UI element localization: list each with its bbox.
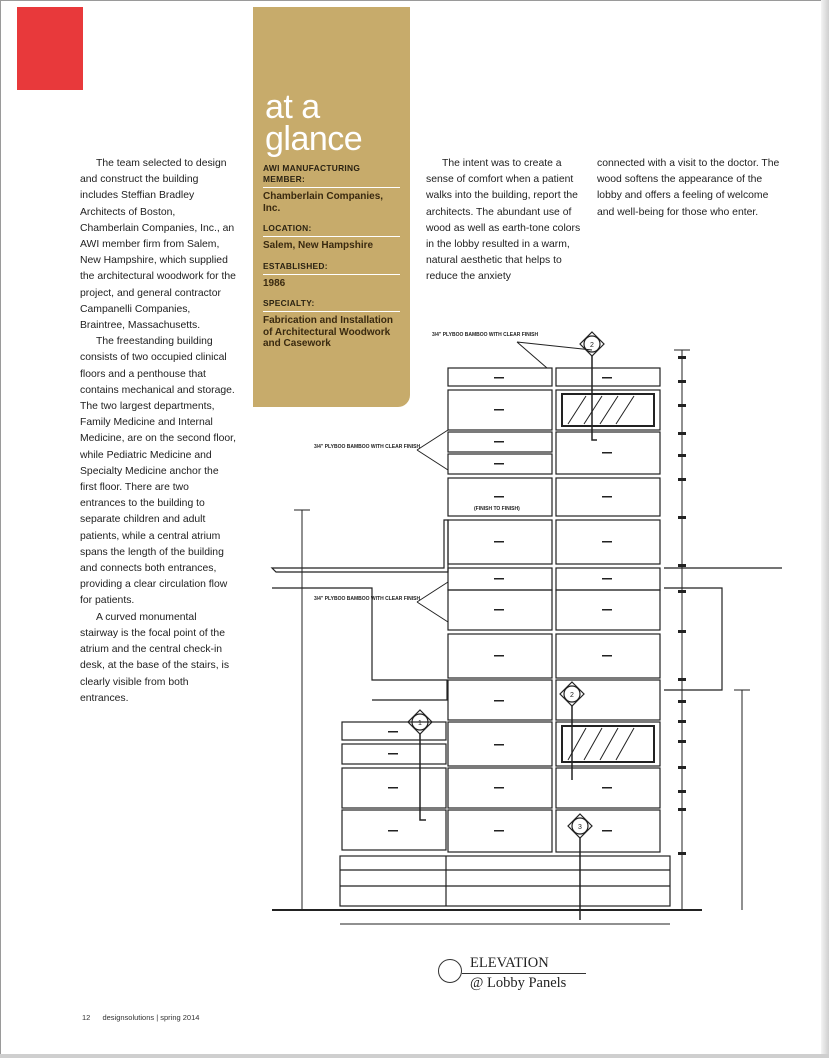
body-text-right-column (597, 156, 787, 221)
red-accent-block (17, 7, 83, 90)
member-label: AWI MANUFACTURING MEMBER: (263, 163, 361, 184)
page-shadow-bottom (0, 1054, 829, 1058)
wall-line-upper-left (272, 520, 448, 572)
tag-leader (420, 734, 426, 820)
glass-panel (562, 394, 654, 426)
sidebar-divider (263, 187, 400, 188)
specialty-label: SPECIALTY: (263, 298, 315, 308)
sidebar-title-line1: at a (265, 88, 320, 126)
leader-mid (417, 430, 448, 470)
member-value: Chamberlain Companies, Inc. (263, 191, 384, 214)
sidebar-divider (263, 311, 400, 312)
caption-title: ELEVATION (470, 955, 549, 971)
leader-low (417, 582, 448, 622)
leader-top (517, 342, 592, 368)
page-number: 12 (82, 1013, 91, 1022)
page-shadow-right (821, 0, 829, 1058)
cabinet-base (340, 856, 670, 906)
caption-subtitle: @ Lobby Panels (470, 975, 567, 991)
established-value: 1986 (263, 277, 286, 289)
cabinet-panel (556, 390, 660, 430)
left-paragraph-1: The team selected to design and construct the building includes Steffian Bradley Architects of Boston, Chamberlain Companies, Inc., an AWI member firm from Salem, New Hampshire, which supplied the architectural woodwork for the project, and general contractor Campanelli Companies, Braintree, Massachusetts. (80, 158, 236, 332)
glass-hatch (568, 728, 634, 760)
elevation-drawing (262, 320, 782, 940)
tag-label-1: 1 (418, 720, 422, 727)
location-label: LOCATION: (263, 223, 312, 233)
location-value: Salem, New Hampshire (263, 240, 374, 251)
sidebar-divider (263, 274, 400, 275)
sidebar-title-line2: glance (265, 120, 363, 158)
note-plyboo-low: 3/4" PLYBOO BAMBOO WITH CLEAR FINISH (314, 596, 421, 602)
page-footer (82, 1013, 199, 1022)
note-plyboo-top: 3/4" PLYBOO BAMBOO WITH CLEAR FINISH (432, 332, 539, 338)
base-lines (340, 856, 670, 906)
glass-panel (562, 726, 654, 762)
sidebar-title (265, 88, 400, 158)
dimension-far-right (734, 690, 750, 910)
caption-rule (462, 973, 586, 974)
footer-publication: designsolutions | spring 2014 (102, 1013, 200, 1022)
sidebar-divider (263, 236, 400, 237)
tag-label-2-low: 2 (570, 692, 574, 699)
note-plyboo-mid: 3/4" PLYBOO BAMBOO WITH CLEAR FINISH (314, 444, 421, 450)
dimension-left (294, 510, 310, 910)
established-label: ESTABLISHED: (263, 260, 328, 271)
body-text-middle-column (426, 156, 586, 286)
left-paragraph-3: A curved monumental stairway is the focal point of the atrium and the central check-in desk, at the base of the stairs, is clearly visible from both entrances. (80, 611, 230, 704)
right-paragraph-1: connected with a visit to the doctor. The wood softens the appearance of the lobby and offers a feeling of welcome and well-being for those who enter. (597, 158, 780, 218)
tag-label-2-top: 2 (590, 342, 594, 349)
note-finish-to-finish: (FINISH TO FINISH) (474, 506, 520, 512)
middle-paragraph-1: The intent was to create a sense of comfort when a patient walks into the building, report the architects. The abundant use of wood as well as earth-tone colors in the lobby resulted in a warm, natural aesthetic that helps to reduce the anxiety (426, 158, 581, 283)
left-paragraph-2: The freestanding building consists of two occupied clinical floors and a penthouse that contains mechanical and storage. The two largest departments, Family Medicine and Internal Medicine, are on the second floor, while Pediatric Medicine and Specialty Medicine anchor the first floor. There are two entrances to the building to separate children and adult patients, while a central atrium spans the length of the building and connects both entrances, providing a clear circulation flow for patients. (80, 336, 236, 607)
body-text-left-column (80, 156, 237, 707)
tag-label-3: 3 (578, 824, 582, 831)
tag-leader (592, 356, 597, 440)
panel-handle-marks (388, 377, 612, 832)
glass-hatch (568, 396, 634, 424)
specialty-value: Fabrication and Installation of Architectural Woodwork and Casework (263, 315, 394, 349)
caption-circle-marker (438, 959, 462, 983)
